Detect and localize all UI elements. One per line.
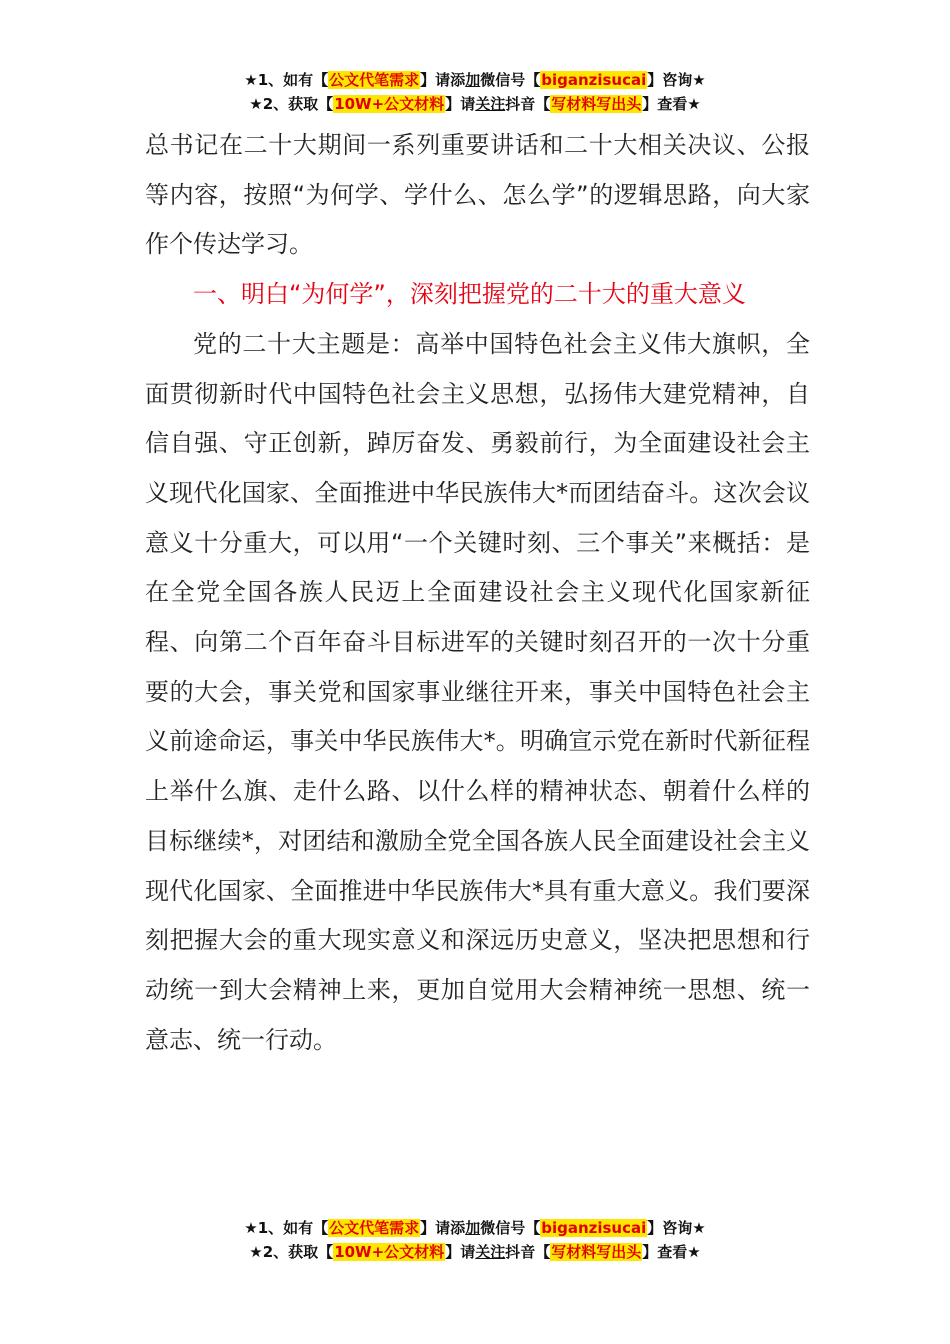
banner-text: 微信号【 — [480, 1219, 541, 1237]
banner-text-underlined: 加 — [465, 1219, 481, 1237]
highlight-materials: 10W+公文材料 — [334, 1243, 445, 1261]
header-banner — [0, 68, 950, 116]
banner-line-2 — [0, 92, 950, 116]
banner-text: 抖音【 — [505, 95, 551, 113]
banner-line-1 — [0, 68, 950, 92]
banner-text: 】查看★ — [642, 1243, 701, 1261]
highlight-service: 公文代笔需求 — [329, 71, 420, 89]
banner-text-underlined: 加 — [465, 71, 481, 89]
highlight-materials: 10W+公文材料 — [334, 95, 445, 113]
banner-text: 】请添 — [420, 1219, 466, 1237]
banner-text: 】请 — [445, 1243, 476, 1261]
banner-text: 】查看★ — [642, 95, 701, 113]
banner-text: ★2、获取【 — [249, 1243, 334, 1261]
banner-line-2 — [0, 1240, 950, 1264]
highlight-douyin: 写材料写出头 — [551, 95, 642, 113]
highlight-douyin: 写材料写出头 — [551, 1243, 642, 1261]
banner-text: ★1、如有【 — [244, 1219, 329, 1237]
banner-text-underlined: 关注 — [475, 1243, 506, 1261]
footer-banner — [0, 1216, 950, 1264]
banner-text: 抖音【 — [505, 1243, 551, 1261]
banner-text-underlined: 关注 — [475, 95, 506, 113]
banner-text: 】请 — [445, 95, 476, 113]
highlight-service: 公文代笔需求 — [329, 1219, 420, 1237]
banner-text: 】请添 — [420, 71, 466, 89]
intro-paragraph: 总书记在二十大期间一系列重要讲话和二十大相关决议、公报等内容，按照“为何学、学什么、怎么学”的逻辑思路，向大家作个传达学习。 — [145, 131, 810, 259]
banner-text: 】咨询★ — [647, 71, 706, 89]
document-body — [145, 121, 810, 1065]
banner-text: 微信号【 — [480, 71, 541, 89]
banner-line-1 — [0, 1216, 950, 1240]
section-heading: 一、明白“为何学”，深刻把握党的二十大的重大意义 — [193, 280, 746, 309]
banner-text: ★1、如有【 — [244, 71, 329, 89]
highlight-wechat-id: biganzisucai — [541, 71, 647, 89]
body-paragraph: 党的二十大主题是：高举中国特色社会主义伟大旗帜，全面贯彻新时代中国特色社会主义思想，弘扬伟大建党精神，自信自强、守正创新，踔厉奋发、勇毅前行，为全面建设社会主义现代化国家、全面推进中华民族伟大*而团结奋斗。这次会议意义十分重大，可以用“一个关键时刻、三个事关”来概括：是在全党全国各族人民迈上全面建设社会主义现代化国家新征程、向第二个百年奋斗目标进军的关键时刻召开的一次十分重要的大会，事关党和国家事业继往开来，事关中国特色社会主义前途命运，事关中华民族伟大*。明确宣示党在新时代新征程上举什么旗、走什么路、以什么样的精神状态、朝着什么样的目标继续*，对团结和激励全党全国各族人民全面建设社会主义现代化国家、全面推进中华民族伟大*具有重大意义。我们要深刻把握大会的重大现实意义和深远历史意义，坚决把思想和行动统一到大会精神上来，更加自觉用大会精神统一思想、统一意志、统一行动。 — [145, 329, 810, 1054]
banner-text: 】咨询★ — [647, 1219, 706, 1237]
banner-text: ★2、获取【 — [249, 95, 334, 113]
highlight-wechat-id: biganzisucai — [541, 1219, 647, 1237]
